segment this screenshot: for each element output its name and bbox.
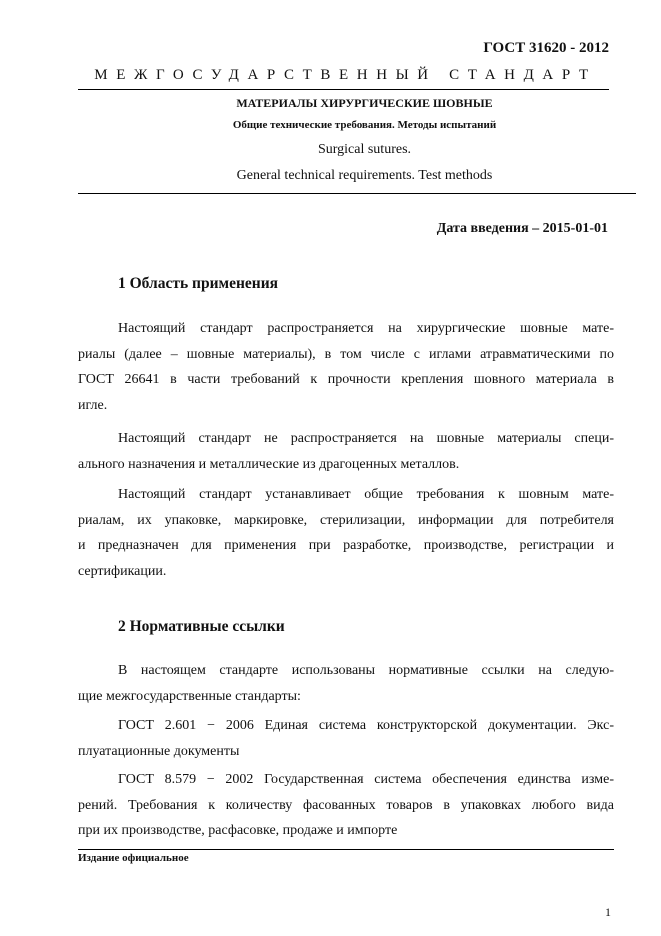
paragraph: [78, 713, 614, 764]
document-subtitle-ru: Общие технические требования. Методы испытаний: [232, 119, 497, 131]
paragraph-line: ГОСТ 8.579 − 2002 Государственная система обеспечения единства изме-: [118, 772, 614, 787]
official-edition-label: Издание официальное: [78, 852, 189, 864]
section-heading-scope: 1 Область применения: [118, 275, 279, 292]
paragraph-line: Настоящий стандарт распространяется на хирургические шовные мате-: [118, 321, 614, 336]
paragraph: [78, 482, 614, 584]
paragraph-line: при их производстве, расфасовке, продаже и импорте: [78, 823, 398, 839]
introduction-date: Дата введения – 2015-01-01: [436, 221, 608, 236]
paragraph: [78, 767, 614, 844]
section-heading-normative-references: 2 Нормативные ссылки: [118, 618, 285, 635]
paragraph-line: ального назначения и металлические из драгоценных металлов.: [78, 456, 460, 472]
document-subtitle-en: General technical requirements. Test methods: [236, 168, 493, 183]
paragraph-line: рений. Требования к количеству фасованных товаров в упаковках любого вида: [78, 797, 614, 813]
page-number: 1: [605, 905, 611, 919]
gost-number: ГОСТ 31620 - 2012: [483, 40, 609, 56]
paragraph-line: плуатационные документы: [78, 743, 240, 759]
paragraph: [78, 658, 614, 709]
paragraph-line: и предназначен для применения при разработке, производстве, регистрации и: [78, 538, 614, 554]
paragraph-line: игле.: [78, 397, 108, 413]
paragraph: [78, 316, 614, 418]
paragraph-line: ГОСТ 26641 в части требований к прочности крепления шовного материала в: [78, 372, 614, 388]
paragraph-line: сертификации.: [78, 563, 167, 579]
paragraph-line: Настоящий стандарт устанавливает общие требования к шовным мате-: [118, 487, 614, 502]
header-divider: [78, 89, 609, 90]
document-title-en: Surgical sutures.: [317, 142, 412, 157]
paragraph-line: Настоящий стандарт не распространяется на шовные материалы специ-: [118, 431, 614, 446]
paragraph: [78, 426, 614, 477]
paragraph-line: риалы (далее – шовные материалы), в том числе с иглами атравматическими по: [78, 346, 614, 362]
interstate-standard-heading: МЕЖГОСУДАРСТВЕННЫЙ СТАНДАРТ: [94, 67, 597, 83]
title-divider: [78, 193, 636, 194]
paragraph-line: щие межгосударственные стандарты:: [78, 688, 301, 704]
footer-divider: [78, 849, 614, 850]
paragraph-line: В настоящем стандарте использованы нормативные ссылки на следую-: [118, 663, 614, 678]
document-title-ru: МАТЕРИАЛЫ ХИРУРГИЧЕСКИЕ ШОВНЫЕ: [236, 96, 493, 110]
paragraph-line: риалам, их упаковке, маркировке, стерилизации, информации для потребителя: [78, 512, 614, 528]
paragraph-line: ГОСТ 2.601 − 2006 Единая система конструкторской документации. Экс-: [118, 718, 614, 733]
